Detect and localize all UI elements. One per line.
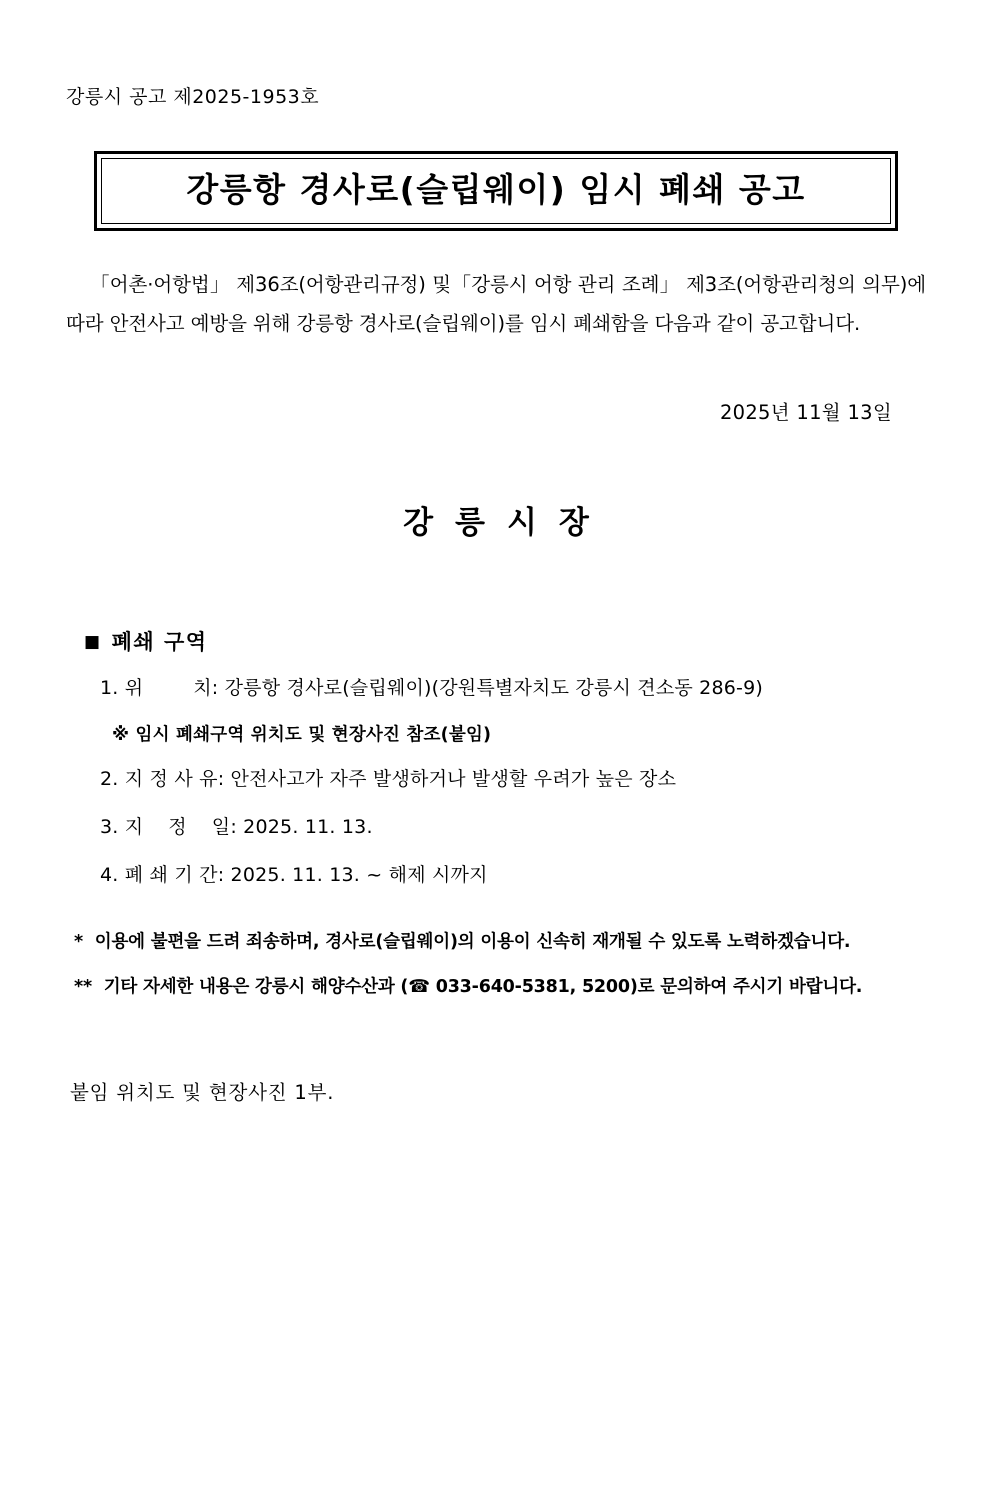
title-frame-inner [101,158,891,224]
issuer-name: 강릉시장 [403,505,611,542]
title-frame [94,151,898,231]
attachment-note: 붙임 위치도 및 현장사진 1부. [70,1081,335,1105]
list-item: 2. 지 정 사 유: 안전사고가 자주 발생하거나 발생할 우려가 높은 장소 [100,768,677,791]
footnote-block [74,930,926,999]
section-heading-label: 폐쇄 구역 [111,630,208,655]
list-item-note: ※ 임시 폐쇄구역 위치도 및 현장사진 참조(붙임) [112,724,492,745]
intro-paragraph: 「어촌·어항법」 제36조(어항관리규정) 및「강릉시 어항 관리 조례」 제3조(어항관리청의 의무)에 따라 안전사고 예방을 위해 강릉항 경사로(슬립웨이)를 임시 폐쇄함을 다음과 같이 공고합니다. [66,273,926,336]
square-bullet-icon: ■ [84,632,102,653]
closure-detail-list [100,676,926,888]
section-heading [84,626,926,656]
document-number: 강릉시 공고 제2025-1953호 [66,86,320,108]
list-item: 1. 위 치: 강릉항 경사로(슬립웨이)(강원특별자치도 강릉시 견소동 286-9) [100,677,763,700]
list-item: 3. 지 정 일: 2025. 11. 13. [100,816,373,838]
list-item: 4. 폐 쇄 기 간: 2025. 11. 13. ~ 해제 시까지 [100,863,488,886]
announcement-date: 2025년 11월 13일 [719,401,892,425]
footnote: * 이용에 불편을 드려 죄송하며, 경사로(슬립웨이)의 이용이 신속히 재개될 수 있도록 노력하겠습니다. [74,932,851,953]
footnote-contact: ** 기타 자세한 내용은 강릉시 해양수산과 (☎ 033-640-5381, 5200)로 문의하여 주시기 바랍니다. [74,976,863,997]
document-page [0,86,992,1489]
page-title: 강릉항 경사로(슬립웨이) 임시 폐쇄 공고 [186,169,806,209]
